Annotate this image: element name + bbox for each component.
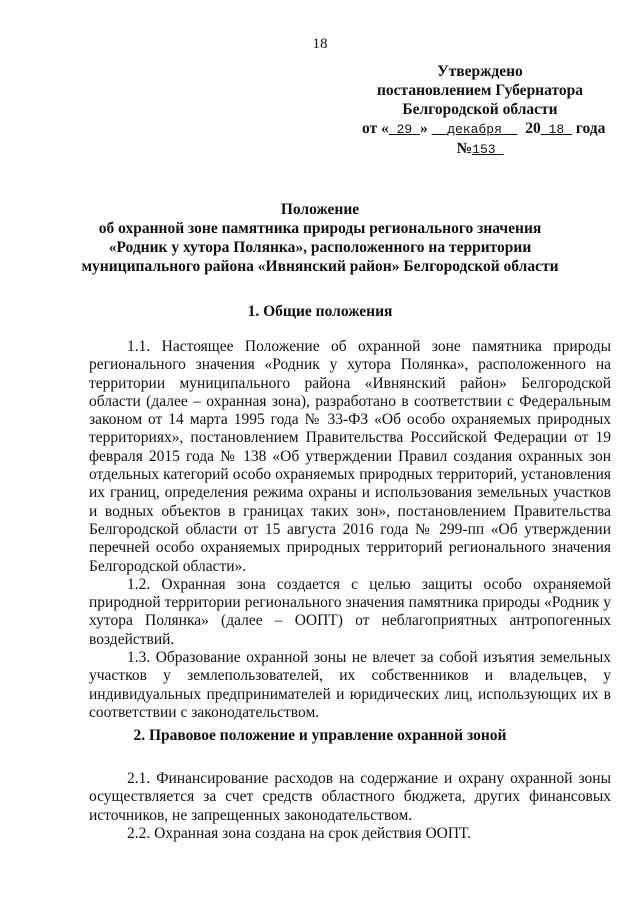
- section-2-heading: 2. Правовое положение и управление охранной зоной: [133, 727, 507, 744]
- date-prefix: от «: [362, 120, 389, 137]
- number-value: 153: [472, 142, 496, 157]
- paragraph-2-2: 2.2. Охранная зона создана на срок действия ООПТ.: [127, 824, 471, 842]
- paragraph-1-1: 1.1. Настоящее Положение об охранной зоне памятника природы регионального значения «Родник у хутора Полянка», расположенного на территории муниципального района «Ивнянский район» Белгородской области (далее – охранная зона), разработано в соответствии с Федеральным законом от 14 марта 1995 года № 33-ФЗ «Об особо охраняемых природных территориях», постановлением Правительства Российской Федерации от 19 февраля 2015 года № 138 «Об утверждении Правил создания охранных зон отдельных категорий особо охраняемых природных территорий, установления их границ, определения режима охраны и использования земельных участков и водных объектов в границах таких зон», постановлением Правительства Белгородской области от 15 августа 2016 года № 299-пп «Об утверждении перечней особо охраняемых природных территорий регионального значения Белгородской области».: [89, 338, 611, 575]
- approval-number: [350, 139, 610, 159]
- paragraph-1-3: 1.3. Образование охранной зоны не влечет за собой изъятия земельных участков у землепользователей, их собственников и владельцев, у индивидуальных предпринимателей и юридических лиц, использующих их в соответствии с законодательством.: [89, 649, 611, 721]
- title-line-2: об охранной зоне памятника природы регионального значения: [98, 220, 542, 237]
- approval-date: [350, 119, 610, 139]
- number-prefix: №: [456, 140, 473, 157]
- year-prefix: 20: [525, 120, 541, 137]
- title-line-3: «Родник у хутора Полянка», расположенного на территории: [108, 239, 532, 256]
- section-1-heading: 1. Общие положения: [247, 303, 393, 320]
- title-line-1: Положение: [280, 201, 360, 218]
- date-month: декабря: [447, 122, 502, 137]
- date-day: 29: [396, 122, 413, 137]
- section-1-body: [89, 338, 611, 722]
- approval-block: [350, 62, 610, 159]
- page-number: 18: [312, 36, 328, 52]
- year-word: года: [575, 120, 606, 137]
- approval-line-1: Утверждено: [437, 63, 523, 80]
- title-line-4: муниципального района «Ивнянский район» Белгородской области: [81, 258, 559, 275]
- approval-line-2: постановлением Губернатора: [377, 82, 583, 99]
- section-2-body: [89, 770, 611, 843]
- document-title: [40, 200, 600, 276]
- date-mid: »: [420, 120, 428, 137]
- paragraph-1-2: 1.2. Охранная зона создается с целью защиты особо охраняемой природной территории регионального значения памятника природы «Родник у хутора Полянка» (далее – ООПТ) от неблагоприятных антропогенных воздействий.: [89, 575, 611, 648]
- year-suffix: 18: [548, 122, 565, 137]
- paragraph-2-1: 2.1. Финансирование расходов на содержание и охрану охранной зоны осуществляется за счет средств областного бюджета, других финансовых источников, не запрещенных законодательством.: [89, 770, 611, 824]
- approval-line-3: Белгородской области: [402, 101, 558, 118]
